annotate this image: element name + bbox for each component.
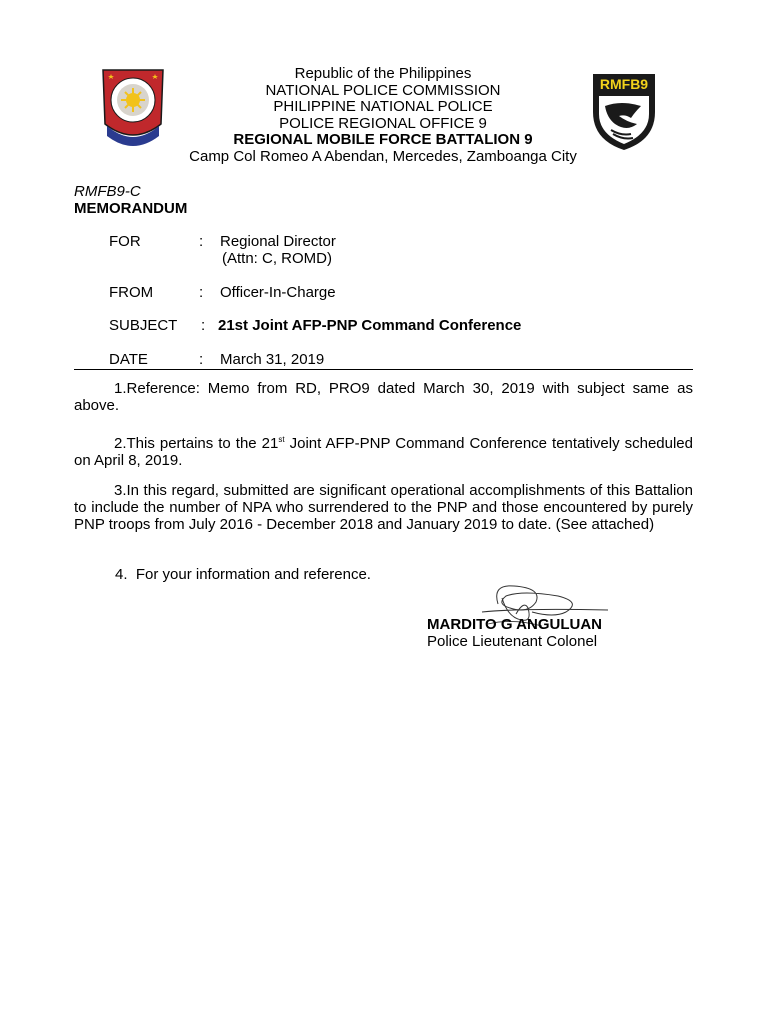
paragraph-1-text: Reference: Memo from RD, PRO9 dated March 30, 2019 with subject same as above.: [74, 380, 693, 414]
paragraph-1: [74, 380, 693, 414]
date-value: March 31, 2019: [220, 351, 325, 368]
rmfb9-logo: [591, 72, 657, 152]
paragraph-4: [115, 566, 371, 583]
header-divider: [74, 369, 693, 370]
paragraph-3: [74, 482, 693, 533]
svg-text:RMFB9: RMFB9: [599, 76, 649, 92]
letterhead-republic: Republic of the Philippines: [294, 65, 472, 82]
letterhead-address: Camp Col Romeo A Abendan, Mercedes, Zamboanga City: [189, 148, 577, 165]
paragraph-1-number: 1.: [114, 380, 127, 397]
letterhead-pro9: POLICE REGIONAL OFFICE 9: [279, 115, 487, 132]
for-colon: :: [199, 233, 204, 250]
letterhead-pnp: PHILIPPINE NATIONAL POLICE: [273, 98, 493, 115]
paragraph-2: [74, 431, 693, 469]
subject-colon: :: [201, 317, 206, 334]
date-colon: :: [199, 351, 204, 368]
date-label: DATE: [109, 351, 148, 368]
paragraph-4-number: 4.: [115, 566, 128, 583]
paragraph-2-text-post: Joint AFP-PNP Command Conference tentatively scheduled on April 8, 2019.: [74, 435, 693, 469]
memo-code: RMFB9-C: [74, 183, 141, 200]
subject-label: SUBJECT: [109, 317, 178, 334]
from-colon: :: [199, 284, 204, 301]
letterhead-rmfb9: REGIONAL MOBILE FORCE BATTALION 9: [233, 131, 533, 148]
from-label: FROM: [109, 284, 154, 301]
signatory-name: MARDITO G ANGULUAN: [427, 616, 602, 633]
paragraph-2-superscript: st: [278, 435, 285, 444]
letterhead-napolcom: NATIONAL POLICE COMMISSION: [265, 82, 501, 99]
paragraph-2-text-pre: This pertains to the 21: [126, 435, 279, 452]
signatory-rank: Police Lieutenant Colonel: [427, 633, 598, 650]
memo-title: MEMORANDUM: [74, 200, 188, 217]
from-value: Officer-In-Charge: [220, 284, 336, 301]
subject-value: 21st Joint AFP-PNP Command Conference: [218, 317, 522, 334]
paragraph-2-number: 2.: [114, 435, 127, 452]
paragraph-3-text: In this regard, submitted are significant operational accomplishments of this Battalion to include the number of NPA who surrendered to the PNP and those encountered by purely PNP troops from July 2016 - December 2018 and January 2019 to date. (See attached): [74, 482, 693, 533]
for-label: FOR: [109, 233, 141, 250]
paragraph-3-number: 3.: [114, 482, 127, 499]
paragraph-4-text: For your information and reference.: [135, 566, 371, 583]
for-value: Regional Director: [220, 233, 336, 250]
for-attn: (Attn: C, ROMD): [222, 250, 333, 267]
pnp-seal-logo: [99, 64, 167, 152]
